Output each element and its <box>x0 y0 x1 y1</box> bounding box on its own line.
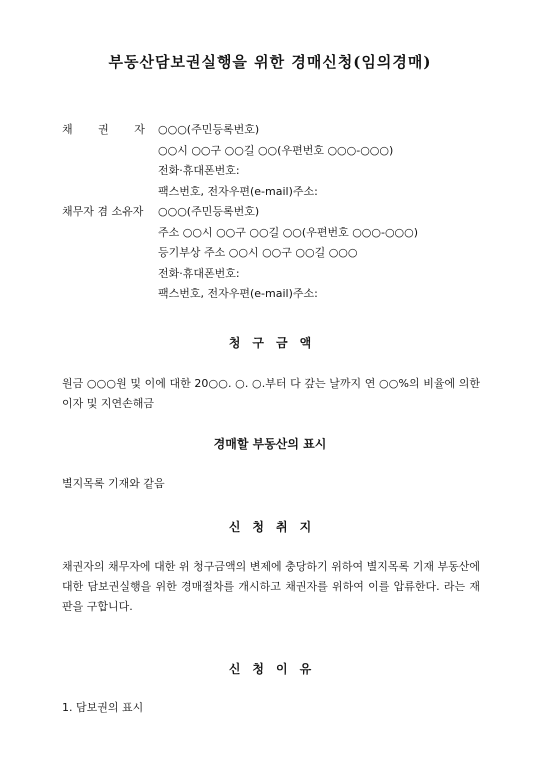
creditor-label: 채 권 자 <box>62 123 156 136</box>
debtor-row <box>62 202 502 223</box>
party-section <box>62 120 502 305</box>
debtor-name: ○○○(주민등록번호) <box>158 205 260 218</box>
property-text: 별지목록 기재와 같음 <box>62 477 165 490</box>
purpose-heading: 신청취지 <box>228 520 324 534</box>
purpose-text: 채권자의 채무자에 대한 위 청구금액의 변제에 충당하기 위하여 별지목록 기재 부동산에 대한 담보권실행을 위한 경매절차를 개시하고 채권자를 위하여 이를 압류한다. 라는 재판을 구합니다. <box>62 560 480 613</box>
debtor-phone: 전화·휴대폰번호: <box>158 266 240 280</box>
creditor-phone: 전화·휴대폰번호: <box>158 164 240 177</box>
claim-heading: 청구금액 <box>228 336 324 350</box>
creditor-row <box>62 120 502 141</box>
creditor-name: ○○○(주민등록번호) <box>158 123 260 136</box>
reason-item-1: 1. 담보권의 표시 <box>62 701 144 714</box>
reason-heading: 신청이유 <box>228 662 324 676</box>
claim-text: 원금 ○○○원 및 이에 대한 20○○. ○. ○.부터 다 갚는 날까지 연 ○○%의 비율에 의한 이자 및 지연손해금 <box>62 377 480 410</box>
debtor-registered-address: 등기부상 주소 ○○시 ○○구 ○○길 ○○○ <box>158 246 358 259</box>
debtor-label: 채무자 겸 소유자 <box>62 205 144 218</box>
property-heading: 경매할 부동산의 표시 <box>213 437 327 451</box>
creditor-address: ○○시 ○○구 ○○길 ○○(우편번호 ○○○-○○○) <box>158 143 394 157</box>
debtor-fax-email: 팩스번호, 전자우편(e-mail)주소: <box>158 287 318 300</box>
document-title: 부동산담보권실행을 위한 경매신청(임의경매) <box>108 53 432 71</box>
creditor-fax-email: 팩스번호, 전자우편(e-mail)주소: <box>158 184 318 198</box>
debtor-address: 주소 ○○시 ○○구 ○○길 ○○(우편번호 ○○○-○○○) <box>158 225 419 239</box>
